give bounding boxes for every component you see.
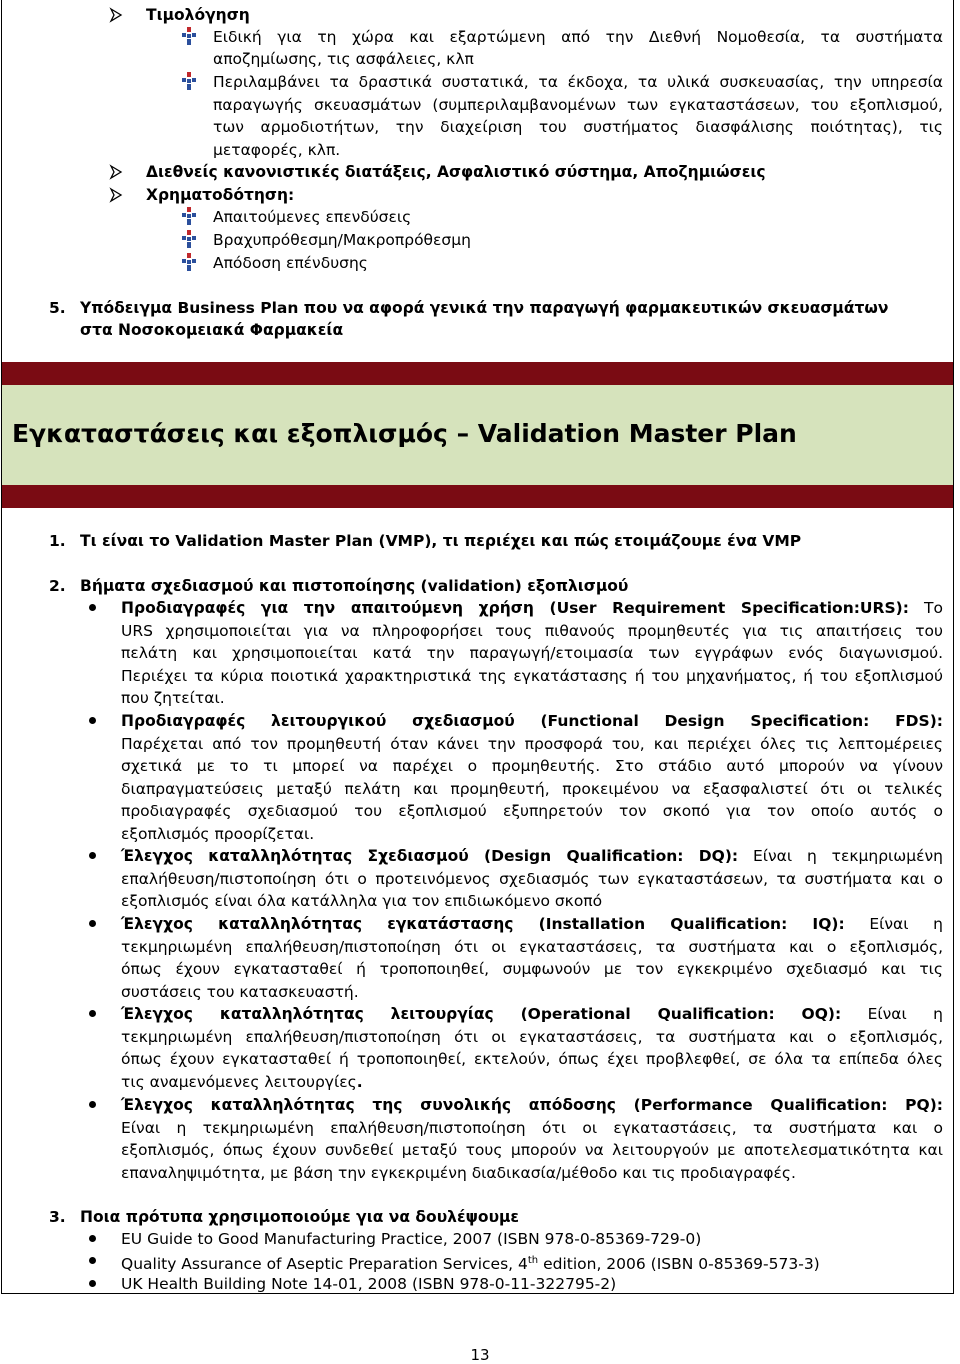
banner-bar-bottom: [2, 485, 953, 508]
reference-2: [121, 1250, 820, 1275]
square-bullet-icon: [180, 230, 198, 248]
item-5-number: 5.: [49, 299, 66, 317]
ingredients-line-1: Περιλαμβάνει τα δραστικά συστατικά, τα έκδοχα, τα υλικά συσκευασίας, την υπηρεσία: [213, 73, 943, 91]
urs-line-4: Περιέχει τα κύρια ποιοτικά χαρακτηριστικά της εγκατάστασης ή του μηχανήματος, ή του εξοπλισμού: [121, 666, 943, 685]
bullet-dot-icon: [89, 1010, 96, 1017]
urs-line-5: που ζητείται.: [121, 689, 225, 708]
pq-line-4: επαναληψιμότητα, με βάση την εγκεκριμένη διαδικασία/μέθοδο και τις προδιαγραφές.: [121, 1163, 796, 1182]
dq-line-1: Είναι η τεκμηριωμένη: [738, 847, 943, 865]
fds-line-6: εξοπλισμός προορίζεται.: [121, 824, 315, 843]
iq-line-4: συστάσεις του κατασκευαστή.: [121, 982, 359, 1001]
fds-heading: Προδιαγραφές λειτουργικού σχεδιασμού (Functional Design Specification: FDS):: [121, 712, 943, 730]
dq-line-3: εξοπλισμός είναι όλα κατάλληλα για τον επιδιωκόμενο σκοπό: [121, 892, 603, 911]
bullet-dot-icon: [89, 604, 96, 611]
pq-line-3: εξοπλισμός, όπως έχουν συνδεθεί μεταξύ τους μπορούν να λειτουργούν με αποτελεσματικότητα και: [121, 1141, 943, 1160]
dq-paragraph: [121, 845, 943, 913]
heading-pricing: Τιμολόγηση: [146, 6, 250, 24]
item-2-number: 2.: [49, 577, 66, 595]
pq-paragraph: [121, 1094, 943, 1184]
bullet-dot-icon: [89, 852, 96, 859]
bullet-dot-icon: [89, 1235, 96, 1242]
pricing-line-2: αποζημίωσης, τις ασφάλειες, κλπ: [213, 50, 474, 68]
oq-line-4: τις αναμενόμενες λειτουργίες: [121, 1072, 357, 1091]
iq-heading: Έλεγχος καταλληλότητας εγκατάστασης (Installation Qualification: IQ):: [121, 915, 845, 933]
item-2-text: Βήματα σχεδιασμού και πιστοποίησης (validation) εξοπλισμού: [80, 577, 629, 595]
reference-2-rest: edition, 2006 (ISBN 0-85369-573-3): [538, 1255, 820, 1274]
heading-regulations: Διεθνείς κανονιστικές διατάξεις, Ασφαλιστικό σύστημα, Αποζημιώσεις: [146, 163, 766, 181]
heading-financing: Χρηματοδότηση:: [146, 186, 295, 204]
oq-line-4-period: .: [356, 1072, 363, 1091]
iq-line-1: Είναι η: [844, 915, 943, 933]
square-bullet-icon: [180, 253, 198, 271]
dq-heading: Έλεγχος καταλληλότητας Σχεδιασμού (Design Qualification: DQ):: [121, 847, 739, 865]
fds-paragraph: [121, 710, 943, 846]
bullet-dot-icon: [89, 1280, 96, 1287]
fds-line-3: σχετικά με το τι μπορεί να παρέχει ο προμηθευτής. Στο στάδιο αυτό μπορούν να γίνουν: [121, 757, 943, 776]
iq-line-2: τεκμηριωμένη επαλήθευση/πιστοποίηση ότι οι εγκαταστάσεις, τα συστήματα και ο εξοπλισμός,: [121, 937, 943, 956]
pq-line-2: Είναι η τεκμηριωμένη επαλήθευση/πιστοποίηση ότι οι εγκαταστάσεις, τα συστήματα και ο: [121, 1118, 943, 1137]
pricing-line-1: Ειδική για τη χώρα και εξαρτώμενη από την Διεθνή Νομοθεσία, τα συστήματα: [213, 28, 943, 46]
urs-paragraph: [121, 597, 943, 710]
reference-1: EU Guide to Good Manufacturing Practice, 2007 (ISBN 978-0-85369-729-0): [121, 1230, 702, 1248]
oq-line-2: τεκμηριωμένη επαλήθευση/πιστοποίηση ότι οι εγκαταστάσεις, τα συστήματα και ο εξοπλισμός,: [121, 1027, 943, 1046]
page-number: 13: [470, 1346, 490, 1364]
arrow-bullet-icon: [108, 7, 124, 23]
arrow-bullet-icon: [108, 187, 124, 203]
section-title: Εγκαταστάσεις και εξοπλισμός – Validation Master Plan: [12, 419, 797, 448]
reference-2-sup: th: [527, 1255, 539, 1266]
item-3-text: Ποια πρότυπα χρησιμοποιούμε για να δουλέψουμε: [80, 1208, 520, 1226]
ingredients-line-2: παραγωγής σκευασμάτων (συμπεριλαμβανομένων των εγκαταστάσεων, του εξοπλισμού,: [213, 96, 943, 114]
bullet-dot-icon: [89, 1101, 96, 1108]
reference-2-main: Quality Assurance of Aseptic Preparation Services, 4: [121, 1255, 528, 1274]
urs-line-3: πελάτη και χρησιμοποιείται κατά την παραγωγή/ετοιμασία των εγγράφων ενός διαγωνισμού.: [121, 644, 943, 663]
urs-line-2: URS χρησιμοποιείται για να πληροφορήσει τους πιθανούς προμηθευτές για τις απαιτήσεις του: [121, 621, 943, 640]
square-bullet-icon: [180, 72, 198, 90]
item-3-number: 3.: [49, 1208, 66, 1226]
urs-line-1: Το: [908, 599, 943, 617]
fds-line-2: Παρέχεται από τον προμηθευτή όταν κάνει την προσφορά του, και περιέχει όλες τις λεπτομέρειες: [121, 734, 943, 753]
item-1-number: 1.: [49, 532, 66, 550]
bullet-dot-icon: [89, 717, 96, 724]
arrow-bullet-icon: [108, 164, 124, 180]
oq-line-1: Είναι η: [841, 1005, 943, 1023]
item-5-line-1: Υπόδειγμα Business Plan που να αφορά γενικά την παραγωγή φαρμακευτικών σκευασμάτων: [80, 299, 889, 317]
fds-line-4: διαπραγματεύσεις μεταξύ πελάτη και προμηθευτή, προκειμένου να εξασφαλιστεί ότι οι τελικές: [121, 779, 943, 798]
iq-paragraph: [121, 913, 943, 1003]
financing-item-3: Απόδοση επένδυσης: [213, 254, 368, 272]
financing-item-1: Απαιτούμενες επενδύσεις: [213, 208, 412, 226]
item-1-text: Τι είναι το Validation Master Plan (VMP), τι περιέχει και πώς ετοιμάζουμε ένα VMP: [80, 532, 802, 550]
banner-bar-top: [2, 362, 953, 385]
ingredients-line-4: μεταφορές, κλπ.: [213, 141, 341, 159]
item-5-line-2: στα Νοσοκομειακά Φαρμακεία: [80, 321, 344, 339]
pq-heading: Έλεγχος καταλληλότητας της συνολικής απόδοσης (Performance Qualification: PQ):: [121, 1096, 943, 1114]
oq-heading: Έλεγχος καταλληλότητας λειτουργίας (Operational Qualification: OQ):: [121, 1005, 842, 1023]
oq-line-3: όπως έχουν εγκατασταθεί ή τροποποιηθεί, εκτελούν, όπως έχει προβλεφθεί, σε όλα τα επίπεδα όλες: [121, 1050, 943, 1069]
urs-heading: Προδιαγραφές για την απαιτούμενη χρήση (User Requirement Specification:URS):: [121, 599, 909, 617]
fds-line-5: προδιαγραφές σχεδιασμού του εξοπλισμού εξυπηρετούν τον σκοπό για τον οποίο αυτός ο: [121, 802, 943, 821]
oq-paragraph: [121, 1003, 943, 1093]
square-bullet-icon: [180, 207, 198, 225]
dq-line-2: επαλήθευση/πιστοποίηση ότι ο προτεινόμενος σχεδιασμός των εγκαταστάσεων, τα συστήματα και ο: [121, 869, 943, 888]
reference-3: UK Health Building Note 14-01, 2008 (ISBN 978-0-11-322795-2): [121, 1275, 617, 1293]
square-bullet-icon: [180, 27, 198, 45]
financing-item-2: Βραχυπρόθεσμη/Μακροπρόθεσμη: [213, 231, 471, 249]
bullet-dot-icon: [89, 1257, 96, 1264]
bullet-dot-icon: [89, 920, 96, 927]
ingredients-line-3: των αρμοδιοτήτων, την διαχείριση του συστήματος διασφάλισης ποιότητας), τις: [213, 118, 943, 136]
iq-line-3: όπως έχουν εγκατασταθεί ή τροποποιηθεί, συμφωνούν με τον εγκεκριμένο σχεδιασμό και τις: [121, 960, 943, 979]
